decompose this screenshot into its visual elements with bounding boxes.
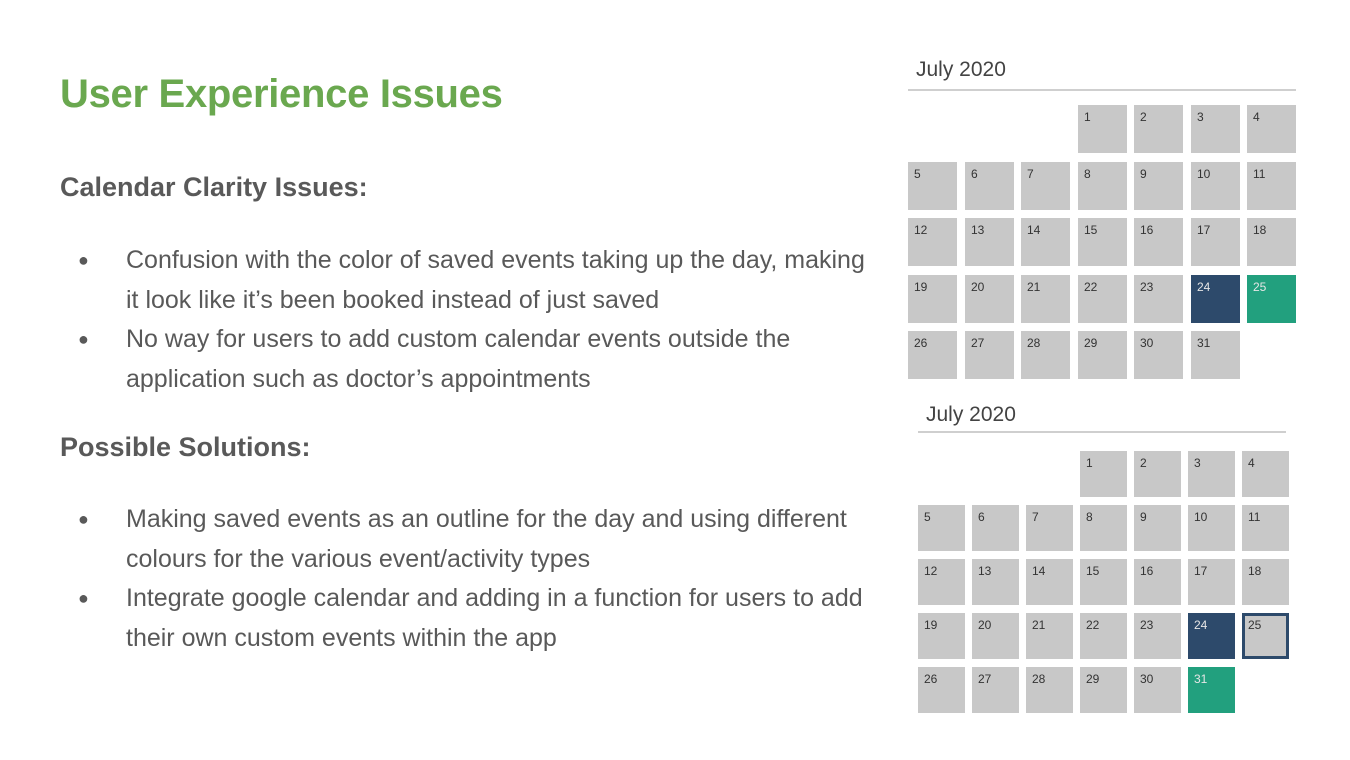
calendar-day-23[interactable]: 23 xyxy=(1134,275,1183,323)
calendar-day-30[interactable]: 30 xyxy=(1134,331,1183,379)
calendar-day-28[interactable]: 28 xyxy=(1026,667,1073,713)
calendar-day-16[interactable]: 16 xyxy=(1134,559,1181,605)
calendar-day-12[interactable]: 12 xyxy=(908,218,957,266)
calendar-day-12[interactable]: 12 xyxy=(918,559,965,605)
calendar-day-27[interactable]: 27 xyxy=(965,331,1014,379)
calendar-day-26[interactable]: 26 xyxy=(908,331,957,379)
calendar-day-27[interactable]: 27 xyxy=(972,667,1019,713)
calendar-day-25[interactable]: 25 xyxy=(1247,275,1296,323)
calendar-month-label: July 2020 xyxy=(916,58,1006,81)
section-heading-calendar-clarity: Calendar Clarity Issues: xyxy=(60,172,368,202)
calendar-day-23[interactable]: 23 xyxy=(1134,613,1181,659)
calendar-day-13[interactable]: 13 xyxy=(972,559,1019,605)
section-heading-possible-solutions: Possible Solutions: xyxy=(60,432,311,462)
calendar-day-25[interactable]: 25 xyxy=(1242,613,1289,659)
calendar-day-24[interactable]: 24 xyxy=(1188,613,1235,659)
calendar-day-14[interactable]: 14 xyxy=(1026,559,1073,605)
calendar-day-10[interactable]: 10 xyxy=(1191,162,1240,210)
calendar-day-5[interactable]: 5 xyxy=(908,162,957,210)
calendar-divider xyxy=(918,431,1286,433)
calendar-day-11[interactable]: 11 xyxy=(1242,505,1289,551)
calendar-day-31[interactable]: 31 xyxy=(1188,667,1235,713)
calendar-day-22[interactable]: 22 xyxy=(1080,613,1127,659)
calendar-day-9[interactable]: 9 xyxy=(1134,162,1183,210)
calendar-day-8[interactable]: 8 xyxy=(1078,162,1127,210)
bullet-icon: ● xyxy=(78,329,89,349)
calendar-day-1[interactable]: 1 xyxy=(1078,105,1127,153)
calendar-day-6[interactable]: 6 xyxy=(965,162,1014,210)
calendar-day-29[interactable]: 29 xyxy=(1078,331,1127,379)
calendar-day-20[interactable]: 20 xyxy=(972,613,1019,659)
calendar-day-5[interactable]: 5 xyxy=(918,505,965,551)
bullet-list-solutions xyxy=(78,500,878,658)
list-item xyxy=(78,579,878,658)
bullet-icon: ● xyxy=(78,509,89,529)
calendar-day-21[interactable]: 21 xyxy=(1021,275,1070,323)
list-item xyxy=(78,500,878,579)
calendar-day-17[interactable]: 17 xyxy=(1191,218,1240,266)
calendar-divider xyxy=(908,89,1296,91)
calendar-day-31[interactable]: 31 xyxy=(1191,331,1240,379)
calendar-day-22[interactable]: 22 xyxy=(1078,275,1127,323)
calendar-day-7[interactable]: 7 xyxy=(1026,505,1073,551)
slide-title: User Experience Issues xyxy=(60,72,503,116)
calendar-day-6[interactable]: 6 xyxy=(972,505,1019,551)
calendar-day-2[interactable]: 2 xyxy=(1134,105,1183,153)
calendar-day-7[interactable]: 7 xyxy=(1021,162,1070,210)
bullet-text: Integrate google calendar and adding in a function for users to add their own custom events within the app xyxy=(126,584,863,652)
calendar-day-29[interactable]: 29 xyxy=(1080,667,1127,713)
calendar-day-21[interactable]: 21 xyxy=(1026,613,1073,659)
calendar-day-2[interactable]: 2 xyxy=(1134,451,1181,497)
calendar-month-label: July 2020 xyxy=(926,403,1016,426)
calendar-day-24[interactable]: 24 xyxy=(1191,275,1240,323)
calendar-day-8[interactable]: 8 xyxy=(1080,505,1127,551)
bullet-text: Making saved events as an outline for the day and using different colours for the various event/activity types xyxy=(126,505,847,573)
list-item xyxy=(78,241,878,320)
calendar-day-15[interactable]: 15 xyxy=(1078,218,1127,266)
bullet-icon: ● xyxy=(78,588,89,608)
bullet-text: No way for users to add custom calendar events outside the application such as doctor’s appointments xyxy=(126,325,791,393)
calendar-day-18[interactable]: 18 xyxy=(1247,218,1296,266)
calendar-day-3[interactable]: 3 xyxy=(1188,451,1235,497)
bullet-list-issues xyxy=(78,241,878,399)
calendar-day-10[interactable]: 10 xyxy=(1188,505,1235,551)
calendar-day-28[interactable]: 28 xyxy=(1021,331,1070,379)
calendar-day-19[interactable]: 19 xyxy=(908,275,957,323)
calendar-day-14[interactable]: 14 xyxy=(1021,218,1070,266)
calendar-day-15[interactable]: 15 xyxy=(1080,559,1127,605)
bullet-text: Confusion with the color of saved events taking up the day, making it look like it’s been booked instead of just saved xyxy=(126,246,865,314)
calendar-day-20[interactable]: 20 xyxy=(965,275,1014,323)
calendar-day-18[interactable]: 18 xyxy=(1242,559,1289,605)
calendar-day-11[interactable]: 11 xyxy=(1247,162,1296,210)
calendar-day-9[interactable]: 9 xyxy=(1134,505,1181,551)
calendar-day-3[interactable]: 3 xyxy=(1191,105,1240,153)
calendar-day-13[interactable]: 13 xyxy=(965,218,1014,266)
calendar-day-17[interactable]: 17 xyxy=(1188,559,1235,605)
bullet-icon: ● xyxy=(78,250,89,270)
calendar-day-4[interactable]: 4 xyxy=(1242,451,1289,497)
calendar-day-30[interactable]: 30 xyxy=(1134,667,1181,713)
calendar-day-4[interactable]: 4 xyxy=(1247,105,1296,153)
calendar-day-16[interactable]: 16 xyxy=(1134,218,1183,266)
list-item xyxy=(78,320,878,399)
calendar-day-19[interactable]: 19 xyxy=(918,613,965,659)
calendar-day-1[interactable]: 1 xyxy=(1080,451,1127,497)
calendar-day-26[interactable]: 26 xyxy=(918,667,965,713)
